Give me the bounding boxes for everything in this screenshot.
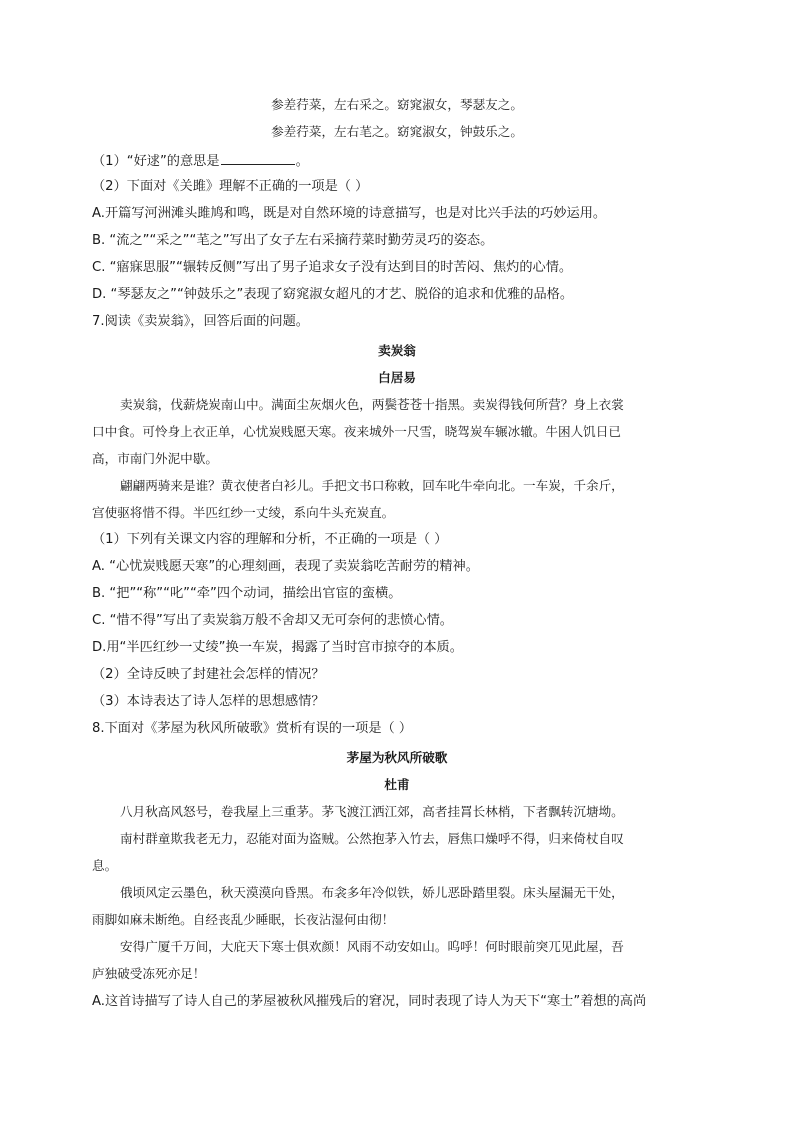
option-c: C. “惜不得”写出了卖炭翁万般不舍却又无可奈何的悲愤心情。 <box>92 613 453 628</box>
poem-text-line: 雨脚如麻未断绝。自经丧乱少睡眠，长夜沾湿何由彻！ <box>92 912 395 927</box>
poem-text-line: 宫使驱将惜不得。半匹红纱一丈绫，系向牛头充炭直。 <box>92 505 395 520</box>
question-6-2: （2）下面对《关雎》理解不正确的一项是（ ） <box>92 179 369 194</box>
poem-text-line: 卖炭翁，伐薪烧炭南山中。满面尘灰烟火色，两鬓苍苍十指黑。卖炭得钱何所营？身上衣裳 <box>120 397 624 412</box>
option-b: B. “流之”“采之”“芼之”写出了女子左右采摘荇菜时勤劳灵巧的姿态。 <box>92 233 494 248</box>
poem-author: 杜甫 <box>384 777 410 792</box>
poem-title: 卖炭翁 <box>378 343 416 358</box>
poem-text-line: 安得广厦千万间，大庇天下寒士俱欢颜！风雨不动安如山。呜呼！何时眼前突兀见此屋，吾 <box>120 939 624 954</box>
option-d: D.用“半匹红纱一丈绫”换一车炭，揭露了当时宫市掠夺的本质。 <box>92 640 463 655</box>
poem-line: 参差荇菜，左右芼之。窈窕淑女，钟鼓乐之。 <box>271 124 523 139</box>
question-7-1: （1）下列有关课文内容的理解和分析，不正确的一项是（ ） <box>92 532 448 547</box>
option-a: A.这首诗描写了诗人自己的茅屋被秋风摧残后的窘况，同时表现了诗人为天下“寒士”着想的高尚 <box>92 994 647 1009</box>
poem-text-line: 南村群童欺我老无力，忍能对面为盗贼。公然抱茅入竹去，唇焦口燥呼不得，归来倚杖自叹 <box>120 831 624 846</box>
option-b: B. “把”“称”“叱”“牵”四个动词，描绘出官宦的蛮横。 <box>92 586 402 601</box>
option-a: A. “心忧炭贱愿天寒”的心理刻画，表现了卖炭翁吃苦耐劳的精神。 <box>92 559 479 574</box>
poem-text-line: 俄顷风定云墨色，秋天漠漠向昏黑。布衾多年冷似铁，娇儿恶卧踏里裂。床头屋漏无干处， <box>120 885 624 900</box>
poem-line: 参差荇菜，左右采之。窈窕淑女，琴瑟友之。 <box>271 97 523 112</box>
option-c: C. “寤寐思服”“辗转反侧”写出了男子追求女子没有达到目的时苦闷、焦灼的心情。 <box>92 260 573 275</box>
poem-text-line: 庐独破受冻死亦足！ <box>92 966 206 981</box>
poem-author: 白居易 <box>378 370 416 385</box>
question-8-stem: 8.下面对《茅屋为秋风所破歌》赏析有误的一项是（ ） <box>92 721 413 736</box>
answer-blank <box>221 150 295 165</box>
poem-text-line: 口中食。可怜身上衣正单，心忧炭贱愿天寒。夜来城外一尺雪，晓驾炭车辗冰辙。牛困人饥日已 <box>92 424 621 439</box>
poem-title: 茅屋为秋风所破歌 <box>346 750 448 765</box>
poem-text-line: 高，市南门外泥中歇。 <box>92 451 218 466</box>
question-7-stem: 7.阅读《卖炭翁》，回答后面的问题。 <box>92 314 309 329</box>
question-7-2: （2）全诗反映了封建社会怎样的情况？ <box>92 667 325 682</box>
question-text: （1）“好逑”的意思是 <box>92 154 220 169</box>
poem-text-line: 翩翩两骑来是谁？黄衣使者白衫儿。手把文书口称敕，回车叱牛牵向北。一车炭，千余斤， <box>120 478 624 493</box>
question-text-suffix: 。 <box>295 154 309 169</box>
question-7-3: （3）本诗表达了诗人怎样的思想感情？ <box>92 694 325 709</box>
option-d: D. “琴瑟友之”“钟鼓乐之”表现了窈窕淑女超凡的才艺、脱俗的追求和优雅的品格。 <box>92 287 574 302</box>
question-6-1 <box>92 150 309 172</box>
option-a: A.开篇写河洲滩头雎鸠和鸣，既是对自然环境的诗意描写，也是对比兴手法的巧妙运用。 <box>92 206 607 221</box>
poem-text-line: 八月秋高风怒号，卷我屋上三重茅。茅飞渡江洒江郊，高者挂罥长林梢，下者飘转沉塘坳。 <box>120 804 624 819</box>
poem-text-line: 息。 <box>92 858 118 873</box>
